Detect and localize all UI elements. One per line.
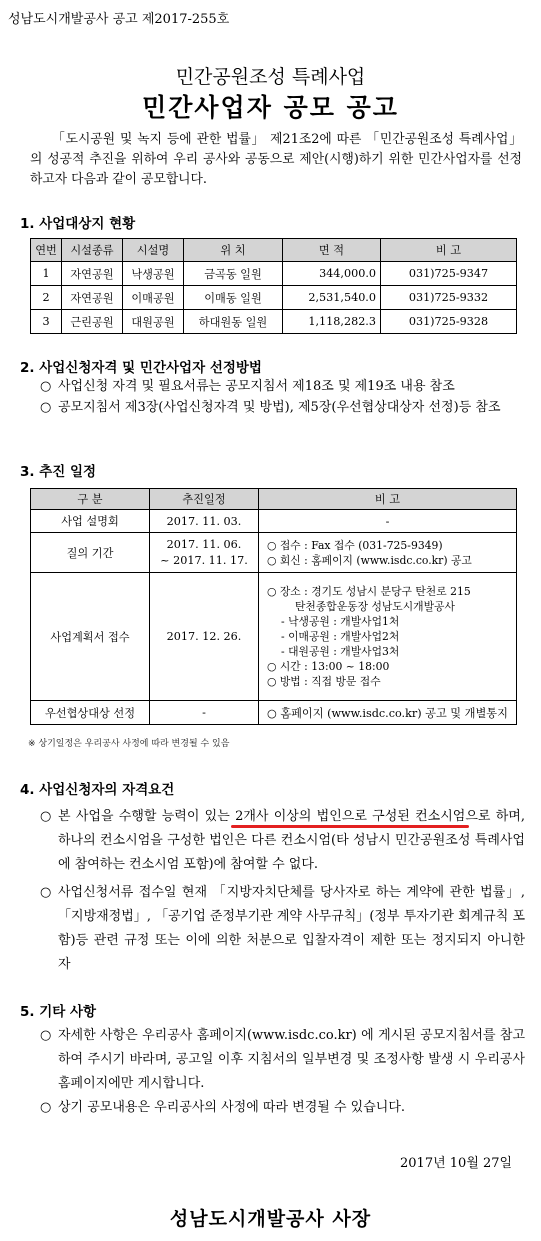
cell-date: 2017. 11. 06. ~ 2017. 11. 17. [150, 533, 259, 573]
table-row [31, 573, 517, 701]
cell-note: ○ 접수 : Fax 접수 (031-725-9349) ○ 회신 : 홈페이지 (www.isdc.co.kr) 공고 [259, 533, 517, 573]
cell-note: ○ 홈페이지 (www.isdc.co.kr) 공고 및 개별통지 [259, 701, 517, 725]
table-row [31, 262, 517, 286]
table-row [31, 286, 517, 310]
cell-date: 2017. 12. 26. [150, 573, 259, 701]
signer: 성남도시개발공사 사장 [169, 1208, 372, 1230]
section-4-heading: 4. 사업신청자의 자격요건 [20, 782, 175, 798]
cell-note: - [259, 510, 517, 533]
cell-location: 하대원동 일원 [184, 310, 283, 334]
list-item: ○ 공모지침서 제3장(사업신청자격 및 방법), 제5장(우선협상대상자 선정)등 참조 [40, 397, 525, 418]
cell-note: ○ 장소 : 경기도 성남시 분당구 탄천로 215 탄천종합운동장 성남도시개발공사 - 낙생공원 : 개발사업1처 - 이매공원 : 개발사업2처 - 대원공원 : 개발사업3처 ○ 시간 : 13:00 ~ 18:00 ○ 방법 : 직접 방문 접수 [259, 573, 517, 701]
table-row [31, 701, 517, 725]
col-header: 구 분 [31, 489, 150, 510]
cell-item: 사업 설명회 [31, 510, 150, 533]
col-header: 비 고 [381, 239, 517, 262]
list-item: ○ 사업신청 자격 및 필요서류는 공모지침서 제18조 및 제19조 내용 참조 [40, 376, 525, 397]
section-2-list [40, 376, 525, 418]
cell-location: 금곡동 일원 [184, 262, 283, 286]
cell-note: 031)725-9332 [381, 286, 517, 310]
cell-name: 이매공원 [123, 286, 184, 310]
table-header-row [31, 239, 517, 262]
section-4-list [40, 805, 525, 977]
bullet-circle-icon: ○ [40, 379, 52, 394]
table-row [31, 510, 517, 533]
col-header: 추진일정 [150, 489, 259, 510]
document-title: 민간사업자 공모 공고 [142, 93, 399, 122]
cell-item: 질의 기간 [31, 533, 150, 573]
schedule-footnote: ※ 상기일정은 우리공사 사정에 따라 변경될 수 있음 [28, 739, 230, 749]
table-row [31, 533, 517, 573]
col-header: 면 적 [283, 239, 381, 262]
notice-number: 성남도시개발공사 공고 제2017-255호 [8, 12, 230, 27]
cell-note: 031)725-9328 [381, 310, 517, 334]
list-item: ○ 사업신청서류 접수일 현재 「지방자치단체를 당사자로 하는 계약에 관한 법률」, 「지방재정법」, 「공기업 준정부기관 계약 사무규칙」(정부 투자기관 회계규칙 포함)등 관련 규정 또는 이에 의한 처분으로 입찰자격이 제한 또는 정지되지 아니한 자 [40, 881, 525, 977]
cell-no: 3 [31, 310, 62, 334]
cell-note: 031)725-9347 [381, 262, 517, 286]
cell-area: 344,000.0 [283, 262, 381, 286]
cell-name: 대원공원 [123, 310, 184, 334]
col-header: 연번 [31, 239, 62, 262]
cell-area: 1,118,282.3 [283, 310, 381, 334]
cell-no: 2 [31, 286, 62, 310]
list-item: ○ 상기 공모내용은 우리공사의 사정에 따라 변경될 수 있습니다. [40, 1096, 525, 1120]
announcement-date: 2017년 10월 27일 [400, 1156, 513, 1171]
col-header: 비 고 [259, 489, 517, 510]
bullet-circle-icon: ○ [40, 1028, 52, 1043]
list-item: ○ 본 사업을 수행할 능력이 있는 2개사 이상의 법인으로 구성된 컨소시엄으로 하며, 하나의 컨소시엄을 구성한 법인은 다른 컨소시엄(타 성남시 민간공원조성 특례사업에 참여하는 컨소시엄 포함)에 참여할 수 없다. [40, 805, 525, 877]
cell-item: 우선협상대상 선정 [31, 701, 150, 725]
table-header-row [31, 489, 517, 510]
bullet-circle-icon: ○ [40, 885, 52, 900]
cell-item: 사업계획서 접수 [31, 573, 150, 701]
cell-type: 자연공원 [62, 262, 123, 286]
highlighted-requirement: 2개사 이상의 법인으로 구성된 컨소시엄 [235, 809, 466, 824]
section-2-heading: 2. 사업신청자격 및 민간사업자 선정방법 [20, 360, 262, 376]
cell-no: 1 [31, 262, 62, 286]
section-5-heading: 5. 기타 사항 [20, 1004, 97, 1020]
col-header: 시설명 [123, 239, 184, 262]
bullet-circle-icon: ○ [40, 809, 52, 824]
section-3-heading: 3. 추진 일정 [20, 464, 97, 480]
col-header: 위 치 [184, 239, 283, 262]
cell-type: 자연공원 [62, 286, 123, 310]
cell-type: 근린공원 [62, 310, 123, 334]
section-5-list [40, 1024, 525, 1120]
table-row [31, 310, 517, 334]
document-subtitle: 민간공원조성 특례사업 [175, 66, 366, 88]
cell-name: 낙생공원 [123, 262, 184, 286]
bullet-circle-icon: ○ [40, 1100, 52, 1115]
schedule-table [30, 488, 517, 725]
col-header: 시설종류 [62, 239, 123, 262]
intro-paragraph: 「도시공원 및 녹지 등에 관한 법률」 제21조2에 따른 「민간공원조성 특례사업」의 성공적 추진을 위하여 우리 공사와 공동으로 제안(시행)하기 위한 민간사업자를 선정하고자 다음과 같이 공모합니다. [30, 132, 522, 187]
section-1-heading: 1. 사업대상지 현황 [20, 216, 136, 232]
cell-date: - [150, 701, 259, 725]
site-status-table [30, 238, 517, 334]
bullet-circle-icon: ○ [40, 400, 52, 415]
cell-location: 이매동 일원 [184, 286, 283, 310]
cell-area: 2,531,540.0 [283, 286, 381, 310]
list-item: ○ 자세한 사항은 우리공사 홈페이지(www.isdc.co.kr) 에 게시된 공모지침서를 참고하여 주시기 바라며, 공고일 이후 지침서의 일부변경 및 조정사항 발생 시 우리공사 홈페이지에만 게시합니다. [40, 1024, 525, 1096]
cell-date: 2017. 11. 03. [150, 510, 259, 533]
